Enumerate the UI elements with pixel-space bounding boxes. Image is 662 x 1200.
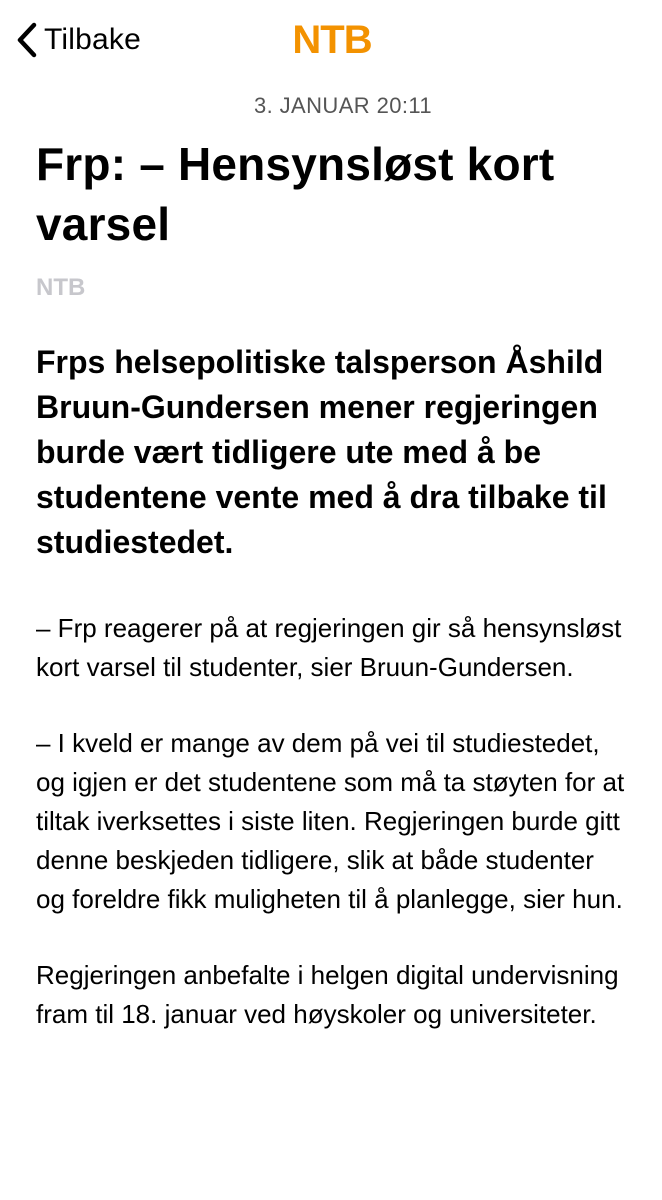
back-button[interactable] bbox=[16, 18, 141, 62]
ntb-logo bbox=[289, 18, 375, 60]
article-byline: NTB bbox=[36, 274, 86, 301]
article-paragraph: Regjeringen anbefalte i helgen digital undervisning fram til 18. januar ved høyskoler og universiteter. bbox=[36, 960, 619, 1029]
navigation-bar bbox=[0, 0, 662, 80]
article-lead: Frps helsepolitiske talsperson Åshild Bruun-Gundersen mener regjeringen burde vært tidligere ute med å be studentene vente med å dra tilbake til studiestedet. bbox=[36, 344, 607, 560]
back-button-label: Tilbake bbox=[44, 23, 141, 56]
article bbox=[36, 88, 626, 1034]
ntb-logo-text: NTB bbox=[292, 18, 372, 60]
article-date: 3. JANUAR 20:11 bbox=[253, 93, 432, 118]
article-title: Frp: – Hensynsløst kort varsel bbox=[36, 138, 555, 250]
chevron-left-icon bbox=[16, 22, 38, 58]
article-paragraph: – I kveld er mange av dem på vei til studiestedet, og igjen er det studentene som må ta støyten for at tiltak iverksettes i siste liten. Regjeringen burde gitt denne beskjeden tidligere, slik at både studenter og foreldre fikk muligheten til å planlegge, sier hun. bbox=[36, 728, 625, 914]
article-paragraph: – Frp reagerer på at regjeringen gir så hensynsløst kort varsel til studenter, sier Bruun-Gundersen. bbox=[36, 613, 622, 682]
